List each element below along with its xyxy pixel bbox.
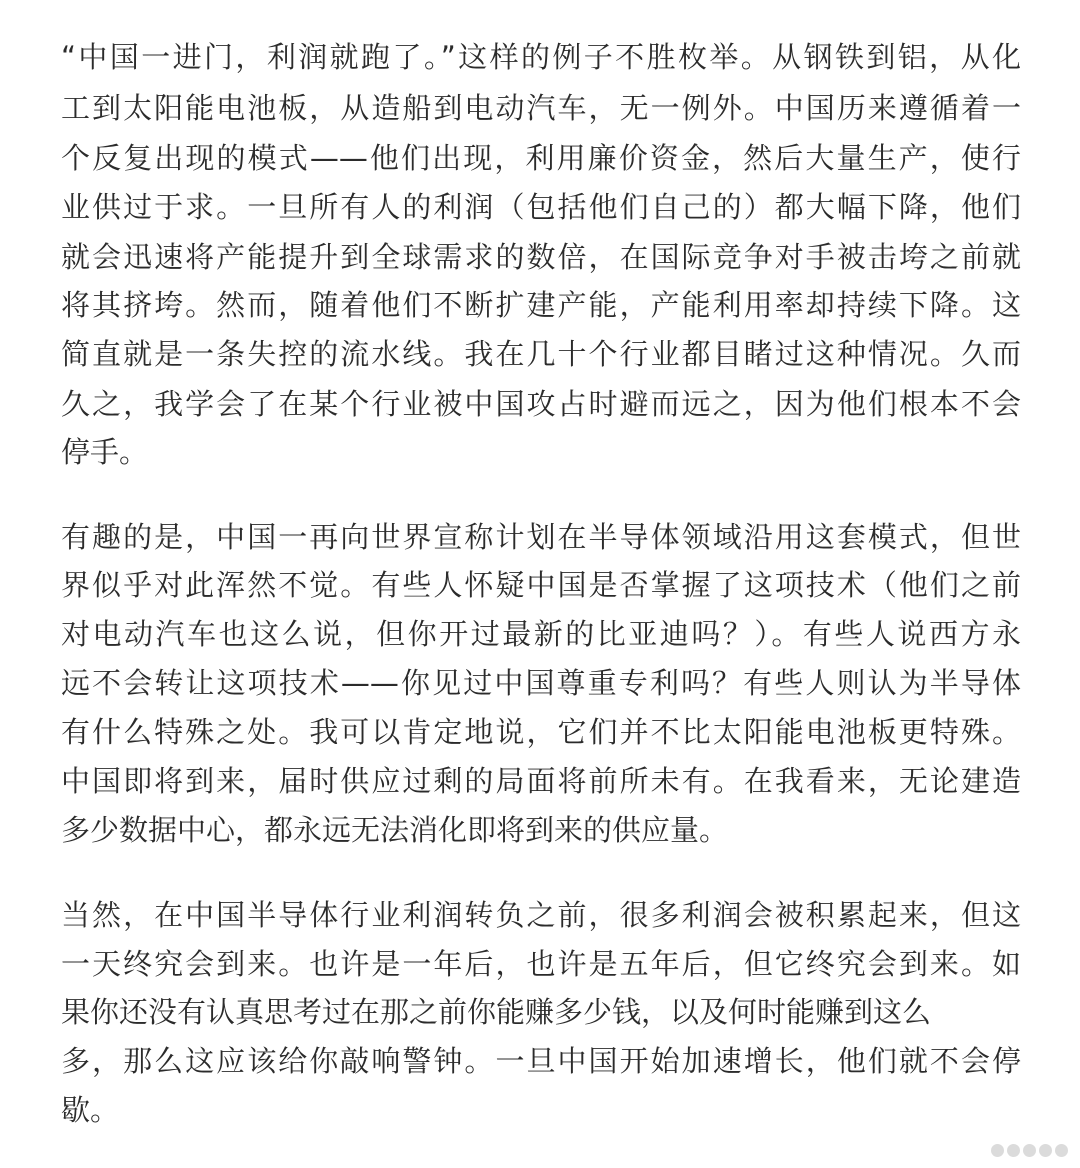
watermark-dot (991, 1144, 1004, 1157)
paragraph-2-line-2: 界似乎对此浑然不觉。有些人怀疑中国是否掌握了这项技术（他们之前 (61, 568, 1021, 602)
watermark-dot (1055, 1144, 1068, 1157)
paragraph-1-line-2: 工到太阳能电池板，从造船到电动汽车，无一例外。中国历来遵循着一 (61, 91, 1021, 125)
paragraph-1-line-8: 久之，我学会了在某个行业被中国攻占时避而远之，因为他们根本不会 (61, 387, 1021, 421)
paragraph-1-line-4: 业供过于求。一旦所有人的利润（包括他们自己的）都大幅下降，他们 (61, 190, 1021, 224)
paragraph-2-line-5: 有什么特殊之处。我可以肯定地说，它们并不比太阳能电池板更特殊。 (61, 715, 1021, 749)
paragraph-1-line-1: “中国一进门，利润就跑了。”这样的例子不胜枚举。从钢铁到铝，从化 (61, 40, 1021, 74)
paragraph-1-line-7: 简直就是一条失控的流水线。我在几十个行业都目睹过这种情况。久而 (61, 337, 1021, 371)
paragraph-3-line-2: 一天终究会到来。也许是一年后，也许是五年后，但它终究会到来。如 (61, 947, 1021, 981)
paragraph-2-line-1: 有趣的是，中国一再向世界宣称计划在半导体领域沿用这套模式，但世 (61, 520, 1021, 554)
watermark-dot (1039, 1144, 1052, 1157)
paragraph-1-line-3: 个反复出现的模式——他们出现，利用廉价资金，然后大量生产，使行 (61, 141, 1021, 175)
paragraph-3-line-4: 多，那么这应该给你敲响警钟。一旦中国开始加速增长，他们就不会停 (61, 1044, 1021, 1078)
paragraph-3-line-3: 果你还没有认真思考过在那之前你能赚多少钱，以及何时能赚到这么 (61, 995, 932, 1029)
paragraph-2-line-4: 远不会转让这项技术——你见过中国尊重专利吗？有些人则认为半导体 (61, 666, 1021, 700)
paragraph-2-line-7: 多少数据中心，都永远无法消化即将到来的供应量。 (61, 813, 729, 847)
watermark-dots-icon (991, 1140, 1068, 1160)
paragraph-3-line-1: 当然，在中国半导体行业利润转负之前，很多利润会被积累起来，但这 (61, 898, 1021, 932)
paragraph-2-line-3: 对电动汽车也这么说，但你开过最新的比亚迪吗？）。有些人说西方永 (61, 617, 1021, 651)
paragraph-1-line-6: 将其挤垮。然而，随着他们不断扩建产能，产能利用率却持续下降。这 (61, 288, 1021, 322)
paragraph-1-line-5: 就会迅速将产能提升到全球需求的数倍，在国际竞争对手被击垮之前就 (61, 240, 1021, 274)
paragraph-3-line-5: 歇。 (61, 1093, 120, 1127)
watermark-dot (1023, 1144, 1036, 1157)
watermark-dot (1007, 1144, 1020, 1157)
paragraph-1-line-9: 停手。 (61, 435, 149, 469)
paragraph-2-line-6: 中国即将到来，届时供应过剩的局面将前所未有。在我看来，无论建造 (61, 764, 1021, 798)
